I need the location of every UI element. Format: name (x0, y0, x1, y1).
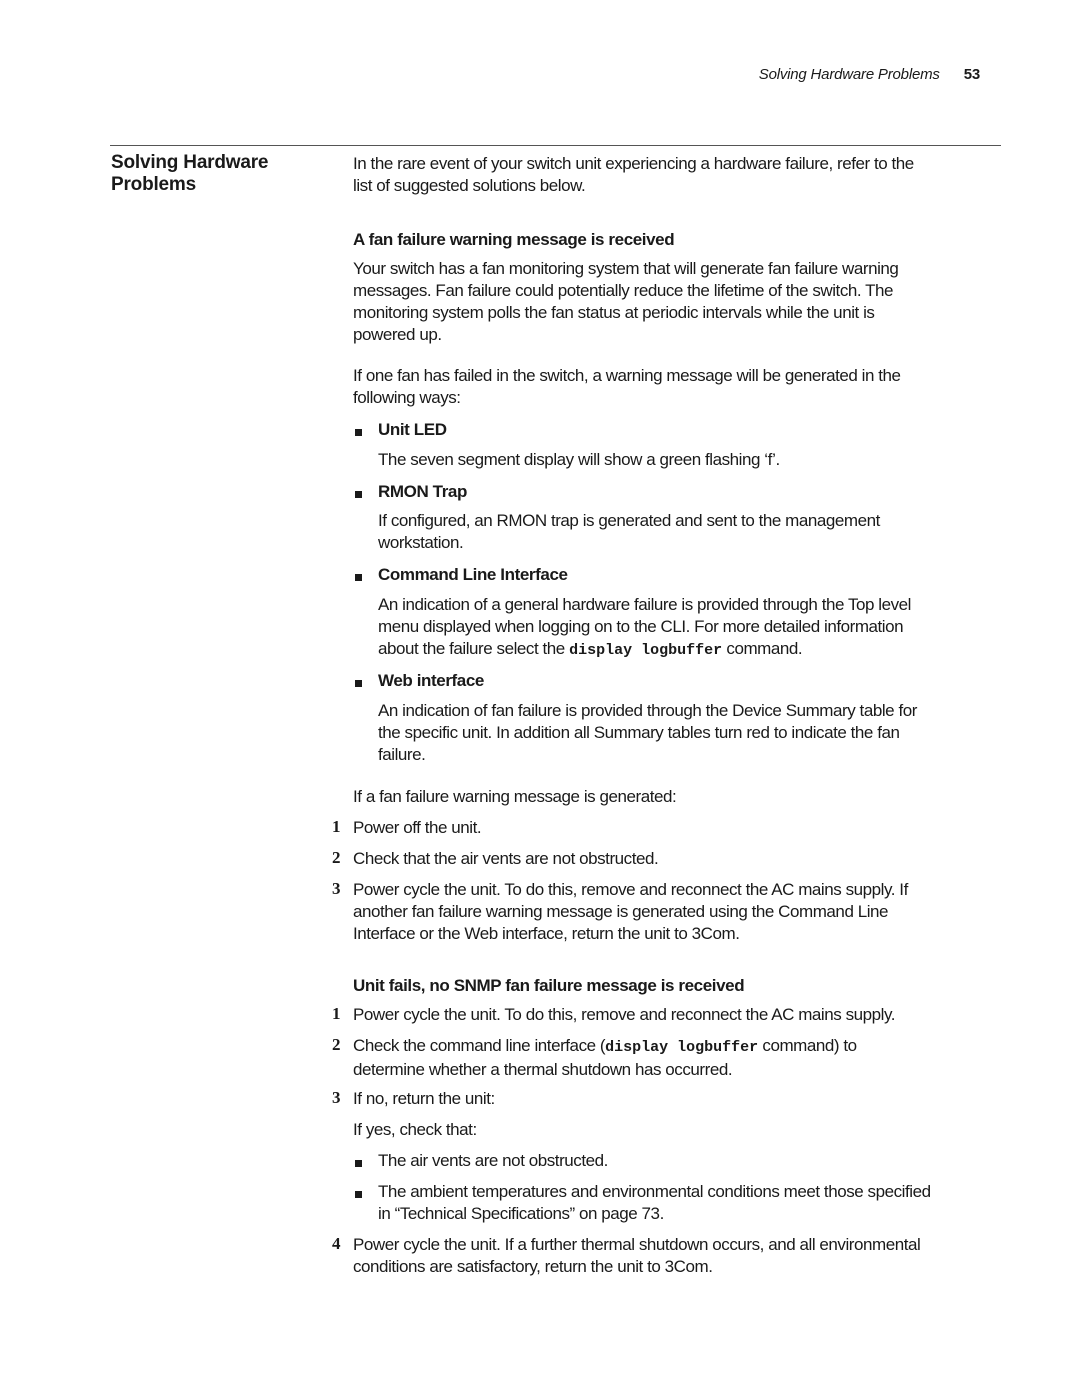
bullet-icon (355, 1191, 362, 1198)
section-title-line: Problems (111, 174, 196, 195)
way-description (378, 700, 917, 766)
if-generated-text: If a fan failure warning message is generated: (353, 787, 677, 806)
step-text (353, 879, 908, 945)
text-line: Your switch has a fan monitoring system that will generate fan failure warning (353, 259, 899, 278)
way-label-cli: Command Line Interface (378, 565, 568, 584)
step-number: 4 (332, 1234, 341, 1253)
way-description (378, 510, 880, 554)
text-line: following ways: (353, 388, 461, 407)
text-line: messages. Fan failure could potentially reduce the lifetime of the switch. The (353, 281, 894, 300)
running-header (759, 66, 980, 83)
text-line: Interface or the Web interface, return the unit to 3Com. (353, 924, 740, 943)
text-line: menu displayed when logging on to the CLI. For more detailed information (378, 617, 904, 636)
bullet-icon (355, 680, 362, 687)
text-line: Power cycle the unit. If a further thermal shutdown occurs, and all environmental (353, 1235, 921, 1254)
text-line: workstation. (378, 533, 464, 552)
way-description (378, 594, 911, 662)
step-text (353, 817, 481, 839)
bullet-icon (355, 574, 362, 581)
text-line: In the rare event of your switch unit experiencing a hardware failure, refer to the (353, 154, 914, 173)
text-line: An indication of fan failure is provided through the Device Summary table for (378, 701, 917, 720)
text-line: Check that the air vents are not obstructed. (353, 849, 659, 868)
way-description (378, 449, 780, 471)
text-line: the specific unit. In addition all Summary tables turn red to indicate the fan (378, 723, 900, 742)
way-label-rmon-trap: RMON Trap (378, 482, 467, 501)
section-title (111, 152, 268, 196)
step-number: 3 (332, 1088, 341, 1107)
text-line (353, 1035, 857, 1059)
check-item (378, 1181, 931, 1225)
text-line (378, 638, 911, 662)
text-line: another fan failure warning message is generated using the Command Line (353, 902, 889, 921)
text-line: Power off the unit. (353, 818, 482, 837)
text-span: command. (722, 639, 803, 658)
step-text (353, 1004, 895, 1026)
text-line: If configured, an RMON trap is generated and sent to the management (378, 511, 880, 530)
fan-monitoring-paragraph (353, 258, 898, 346)
section-divider (110, 145, 1001, 146)
text-line: failure. (378, 745, 426, 764)
step-text (353, 1088, 495, 1110)
step-text (353, 1234, 920, 1278)
bullet-icon (355, 429, 362, 436)
page-number: 53 (963, 66, 980, 83)
subsection-heading-no-snmp: Unit fails, no SNMP fan failure message is received (353, 976, 745, 995)
step-number: 1 (332, 1004, 341, 1023)
text-line: The seven segment display will show a green flashing ‘f’. (378, 450, 780, 469)
check-item (378, 1150, 608, 1172)
text-line: Power cycle the unit. To do this, remove and reconnect the AC mains supply. If (353, 880, 908, 899)
step-text (353, 1035, 857, 1081)
text-span: Check the command line interface ( (353, 1036, 606, 1055)
subsection-heading-fan-warning: A fan failure warning message is received (353, 230, 675, 249)
warning-ways-paragraph (353, 365, 901, 409)
text-span: command) to (758, 1036, 857, 1055)
intro-paragraph (353, 153, 914, 197)
step-text (353, 848, 658, 870)
text-line: If no, return the unit: (353, 1089, 495, 1108)
step-number: 2 (332, 1035, 341, 1054)
text-line: Power cycle the unit. To do this, remove and reconnect the AC mains supply. (353, 1005, 896, 1024)
text-line: The air vents are not obstructed. (378, 1151, 608, 1170)
text-line: determine whether a thermal shutdown has occurred. (353, 1060, 733, 1079)
way-label-web-interface: Web interface (378, 671, 484, 690)
way-label-unit-led: Unit LED (378, 420, 447, 439)
step-subtext: If yes, check that: (353, 1120, 477, 1139)
running-title: Solving Hardware Problems (758, 66, 940, 83)
text-line: The ambient temperatures and environmental conditions meet those specified (378, 1182, 931, 1201)
command-code: display logbuffer (569, 642, 723, 659)
command-code: display logbuffer (605, 1039, 759, 1056)
text-line: powered up. (353, 325, 442, 344)
text-span: about the failure select the (378, 639, 570, 658)
step-number: 2 (332, 848, 341, 867)
text-line: If one fan has failed in the switch, a warning message will be generated in the (353, 366, 901, 385)
bullet-icon (355, 1160, 362, 1167)
bullet-icon (355, 491, 362, 498)
text-line: conditions are satisfactory, return the unit to 3Com. (353, 1257, 713, 1276)
section-title-line: Solving Hardware (111, 152, 269, 173)
step-number: 1 (332, 817, 341, 836)
text-line: An indication of a general hardware failure is provided through the Top level (378, 595, 912, 614)
text-line: list of suggested solutions below. (353, 176, 586, 195)
text-line: in “Technical Specifications” on page 73. (378, 1204, 664, 1223)
step-number: 3 (332, 879, 341, 898)
text-line: monitoring system polls the fan status at periodic intervals while the unit is (353, 303, 875, 322)
